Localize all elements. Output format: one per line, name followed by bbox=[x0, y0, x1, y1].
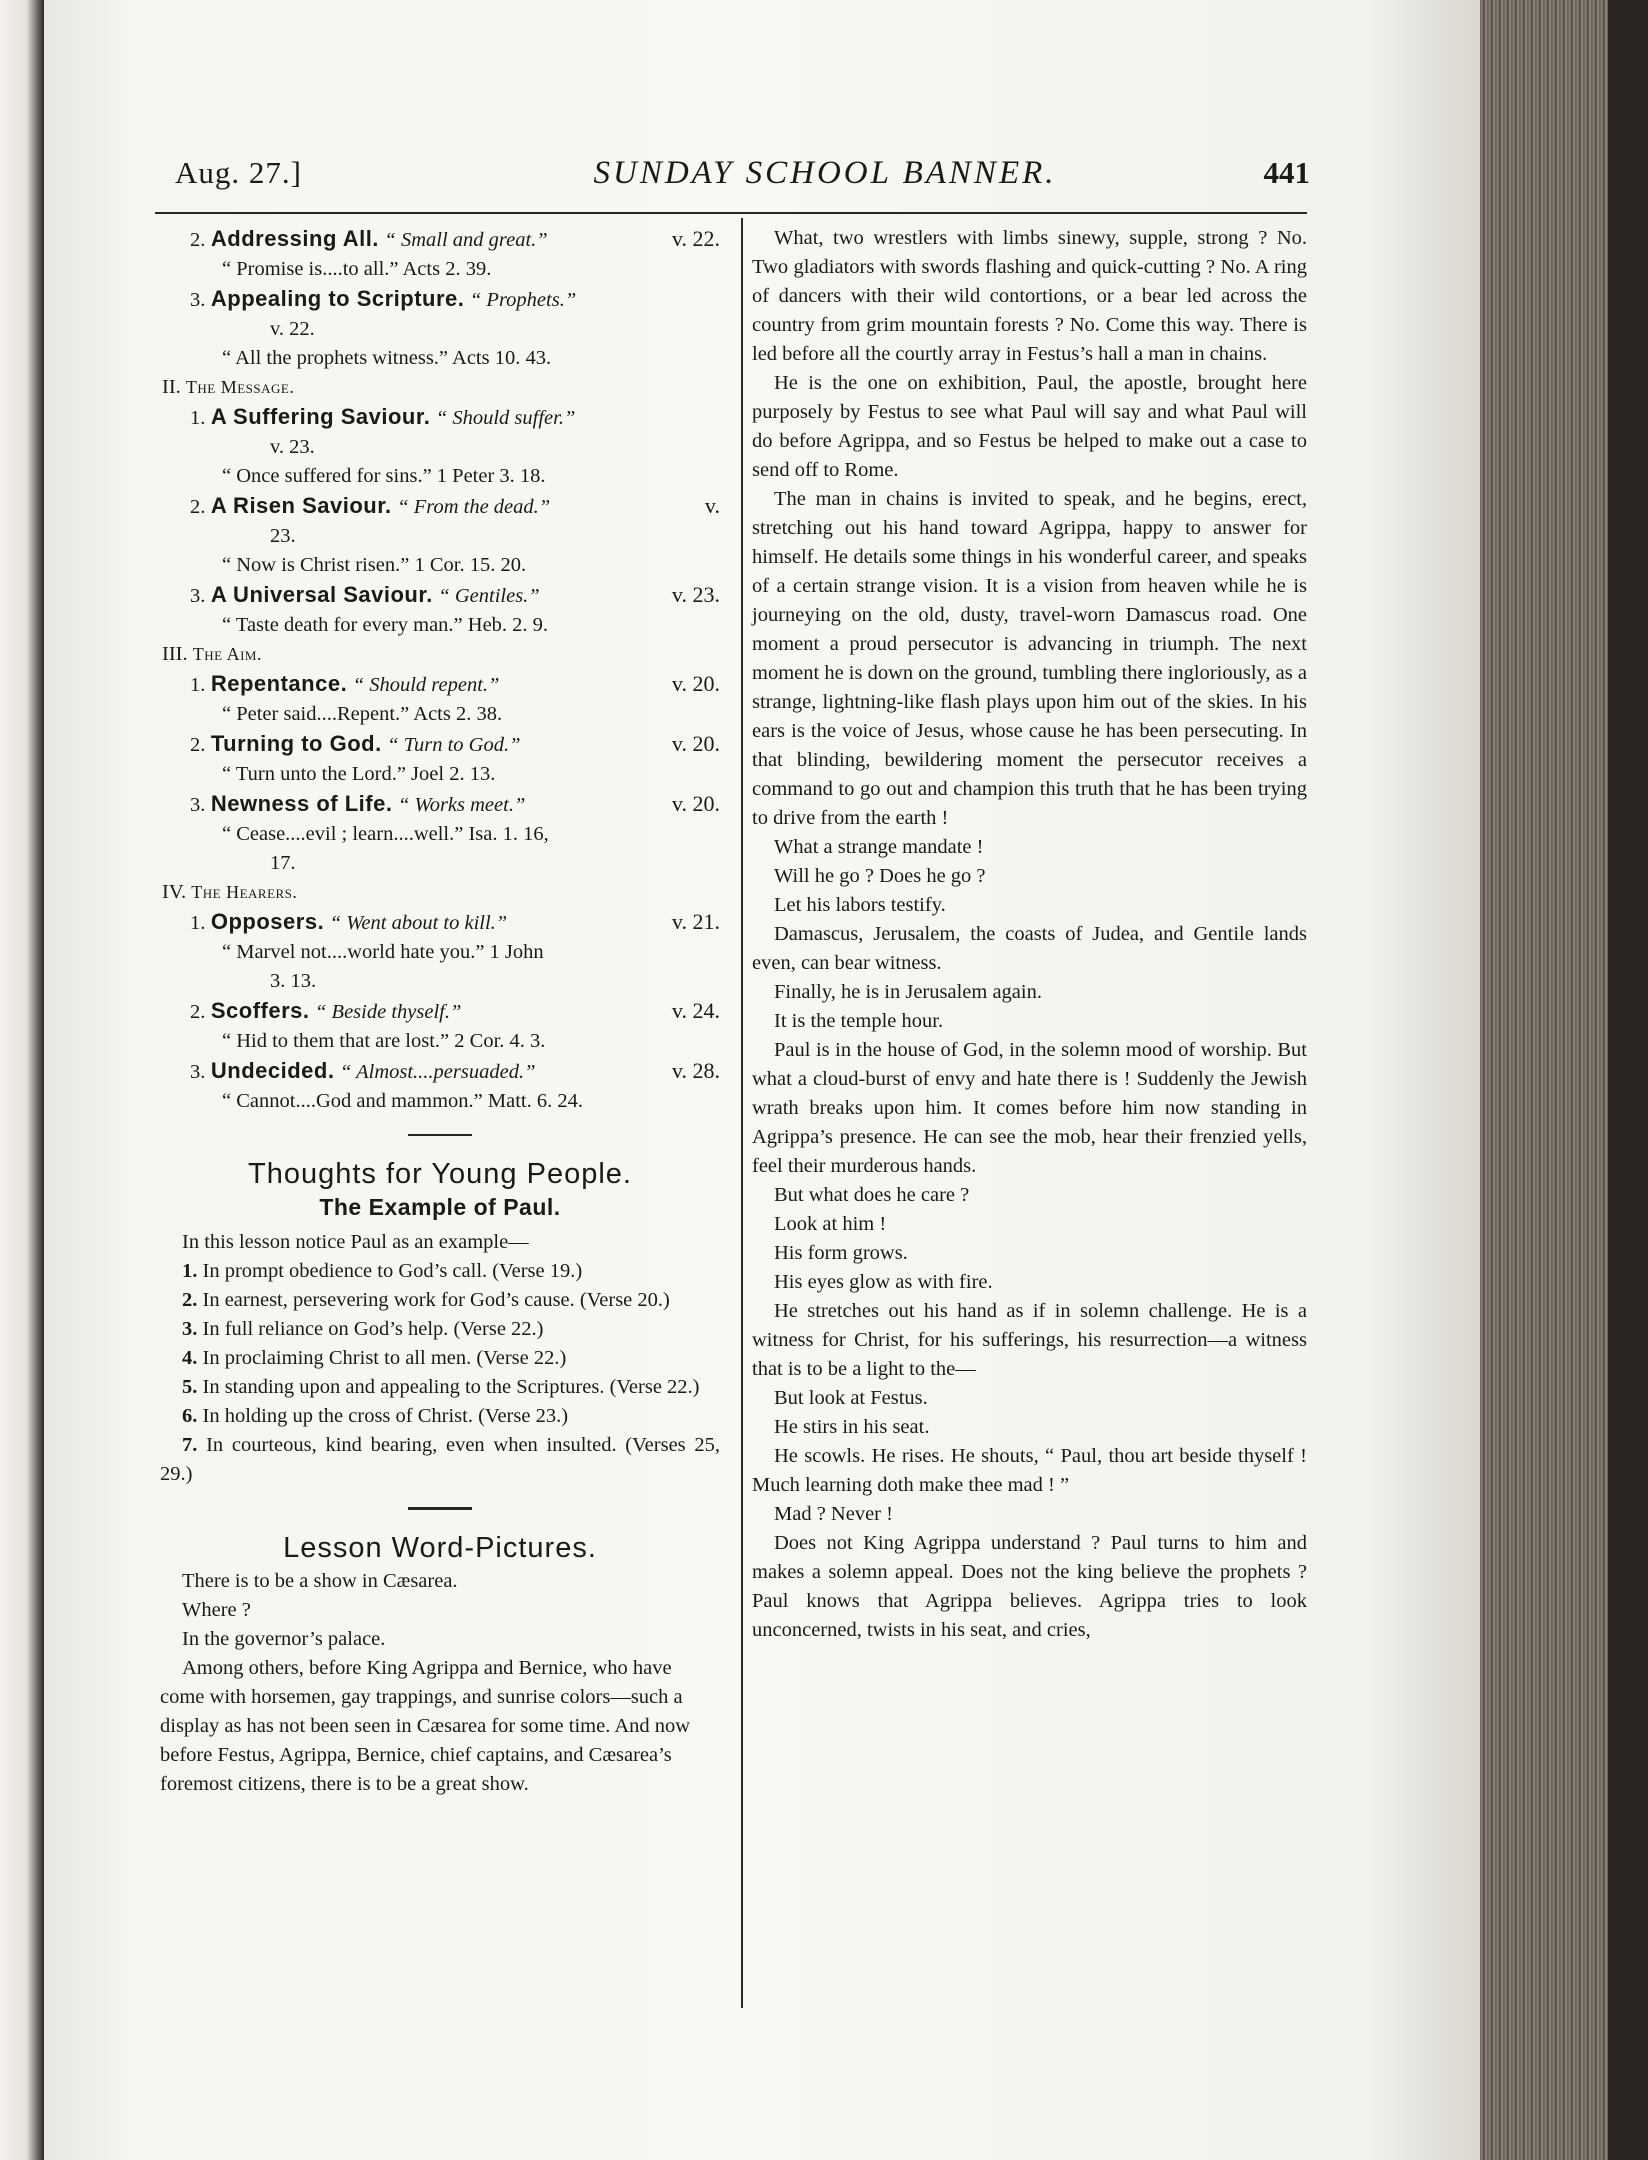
thought-item-number: 3. bbox=[182, 1318, 198, 1340]
word-pictures-right bbox=[752, 224, 1307, 1645]
outline-quote: “ Gentiles.” bbox=[438, 585, 540, 607]
outline-scripture: “ Peter said....Repent.” Acts 2. 38. bbox=[222, 703, 503, 725]
outline-point bbox=[160, 907, 720, 938]
outline-number: 1. bbox=[190, 407, 206, 429]
outline-number: 3. bbox=[190, 794, 206, 816]
thought-item bbox=[160, 1402, 720, 1431]
outline-quote: “ Prophets.” bbox=[469, 289, 577, 311]
outline-point bbox=[160, 1056, 720, 1087]
outline-number: 2. bbox=[190, 734, 206, 756]
outline-heading: Opposers. bbox=[210, 909, 325, 934]
thoughts-intro: In this lesson notice Paul as an example— bbox=[182, 1231, 529, 1253]
paragraph: Paul is in the house of God, in the solemn mood of worship. But what a cloud-burst of envy and hate there is ! Suddenly the Jewish wrath breaks upon him. It comes before him now standing in Agrippa’s presence. He can see the mob, hear their frenzied yells, feel their murderous hands. bbox=[752, 1039, 1307, 1177]
outline-point-main bbox=[190, 580, 540, 611]
outline-point-main bbox=[190, 789, 525, 820]
outline-scripture: “ Cannot....God and mammon.” Matt. 6. 24. bbox=[222, 1090, 583, 1112]
outline-heading: Scoffers. bbox=[210, 998, 310, 1023]
outline-point-main bbox=[190, 284, 576, 315]
outline-verse-ref: v. 20. bbox=[671, 671, 720, 696]
header-rule bbox=[155, 212, 1307, 214]
word-pictures-left bbox=[160, 1567, 720, 1799]
thought-item bbox=[160, 1257, 720, 1286]
paragraph: He is the one on exhibition, Paul, the apostle, brought here purposely by Festus to see what Paul will say and what Paul will do before Agrippa, and so Festus be helped to make out a case to send off to Rome. bbox=[752, 372, 1307, 481]
paragraph: He scowls. He rises. He shouts, “ Paul, thou art beside thyself ! Much learning doth make thee mad ! ” bbox=[752, 1445, 1307, 1496]
outline-continuation: v. 22. bbox=[270, 318, 315, 340]
paragraph: Look at him ! bbox=[774, 1213, 887, 1235]
outline-verse-ref: v. 22. bbox=[671, 226, 720, 251]
outline-number: 2. bbox=[190, 1001, 206, 1023]
outline-point-main bbox=[190, 224, 548, 255]
thought-item-number: 4. bbox=[182, 1347, 198, 1369]
outline-heading: Addressing All. bbox=[210, 226, 379, 251]
outline-section-title: The Hearers. bbox=[191, 882, 298, 902]
outline-section bbox=[160, 878, 720, 907]
thought-item-text: In full reliance on God’s help. (Verse 22.) bbox=[197, 1318, 544, 1340]
thoughts-list bbox=[160, 1257, 720, 1489]
right-column bbox=[752, 224, 1307, 1645]
thought-item-text: In prompt obedience to God’s call. (Verse 19.) bbox=[197, 1260, 583, 1282]
thought-item-text: In earnest, persevering work for God’s cause. (Verse 20.) bbox=[197, 1289, 670, 1311]
outline-section-numeral: II. bbox=[162, 376, 181, 398]
paragraph: Where ? bbox=[182, 1599, 251, 1621]
paragraph: The man in chains is invited to speak, and he begins, erect, stretching out his hand toward Agrippa, happy to answer for himself. He details some things in his wonderful career, and speaks of a certain strange vision. It is a vision from heaven while he is journeying on the old, dusty, travel-worn Damascus road. One moment a proud persecutor is advancing in triumph. The next moment he is down on the ground, tumbling there ingloriously, as a strange, lightning-like flash plays upon him out of the skies. In his ears is the voice of Jesus, whose cause he has been persecuting. In that blinding, bewildering moment the persecutor receives a command to go out and champion this truth that he has been trying to drive from the earth ! bbox=[752, 488, 1307, 829]
outline-heading: A Risen Saviour. bbox=[210, 493, 392, 518]
outline-point bbox=[160, 729, 720, 760]
paragraph: Does not King Agrippa understand ? Paul turns to him and makes a solemn appeal. Does not the king believe the prophets ? Paul knows that Agrippa believes. Agrippa tries to look unconcerned, twists in his seat, and cries, bbox=[752, 1532, 1307, 1641]
outline-section bbox=[160, 640, 720, 669]
outline-number: 2. bbox=[190, 496, 206, 518]
outline-quote: “ From the dead.” bbox=[397, 496, 551, 518]
outline-point bbox=[160, 669, 720, 700]
outline-quote: “ Beside thyself.” bbox=[315, 1001, 462, 1023]
thought-item bbox=[160, 1286, 720, 1315]
paragraph: Mad ? Never ! bbox=[774, 1503, 893, 1525]
paragraph: Damascus, Jerusalem, the coasts of Judea, and Gentile lands even, can bear witness. bbox=[752, 923, 1307, 974]
outline-quote: “ Small and great.” bbox=[384, 229, 548, 251]
thought-item bbox=[160, 1315, 720, 1344]
outline-section-title: The Aim. bbox=[192, 644, 262, 664]
paragraph: Finally, he is in Jerusalem again. bbox=[774, 981, 1042, 1003]
outline-number: 3. bbox=[190, 289, 206, 311]
thought-item-text: In proclaiming Christ to all men. (Verse 22.) bbox=[197, 1347, 567, 1369]
outline-continuation: 17. bbox=[270, 852, 296, 874]
paragraph: There is to be a show in Cæsarea. bbox=[182, 1570, 458, 1592]
outline-heading: Repentance. bbox=[210, 671, 348, 696]
outline-scripture: “ Now is Christ risen.” 1 Cor. 15. 20. bbox=[222, 554, 527, 576]
lesson-outline bbox=[160, 224, 720, 1116]
outline-scripture: “ Promise is....to all.” Acts 2. 39. bbox=[222, 258, 492, 280]
thought-item bbox=[160, 1344, 720, 1373]
outline-point bbox=[160, 491, 720, 522]
thought-item bbox=[160, 1373, 720, 1402]
word-pictures-title: Lesson Word-Pictures. bbox=[283, 1532, 597, 1564]
section-divider bbox=[408, 1507, 472, 1510]
thoughts-title: Thoughts for Young People. bbox=[248, 1158, 632, 1190]
outline-number: 3. bbox=[190, 1061, 206, 1083]
column-divider bbox=[741, 218, 743, 2008]
paragraph: But what does he care ? bbox=[774, 1184, 970, 1206]
outline-number: 3. bbox=[190, 585, 206, 607]
running-head bbox=[175, 155, 1310, 205]
page-number: 441 bbox=[1263, 155, 1310, 190]
outline-verse-ref: v. 23. bbox=[671, 582, 720, 607]
outline-number: 1. bbox=[190, 674, 206, 696]
outline-point-main bbox=[190, 1056, 535, 1087]
outline-point bbox=[160, 224, 720, 255]
paragraph: It is the temple hour. bbox=[774, 1010, 944, 1032]
outline-scripture: “ Marvel not....world hate you.” 1 John bbox=[222, 941, 544, 963]
outline-quote: “ Should repent.” bbox=[352, 674, 500, 696]
paragraph: What, two wrestlers with limbs sinewy, supple, strong ? No. Two gladiators with swords flashing and quick-cutting ? No. A ring of dancers with their wild contortions, or a bear led across the country from grim mountain forests ? No. Come this way. There is led before all the courtly array in Festus’s hall a man in chains. bbox=[752, 227, 1307, 365]
outline-point bbox=[160, 580, 720, 611]
outline-point bbox=[160, 996, 720, 1027]
paragraph: Will he go ? Does he go ? bbox=[774, 865, 986, 887]
paragraph: But look at Festus. bbox=[774, 1387, 928, 1409]
thought-item bbox=[160, 1431, 720, 1489]
outline-scripture: “ All the prophets witness.” Acts 10. 43. bbox=[222, 347, 552, 369]
outline-heading: Appealing to Scripture. bbox=[210, 286, 465, 311]
outline-section-title: The Message. bbox=[185, 377, 295, 397]
thought-item-number: 7. bbox=[182, 1434, 198, 1456]
thought-item-number: 5. bbox=[182, 1376, 198, 1398]
outline-scripture: “ Cease....evil ; learn....well.” Isa. 1. 16, bbox=[222, 823, 549, 845]
outline-quote: “ Works meet.” bbox=[397, 794, 526, 816]
thought-item-text: In holding up the cross of Christ. (Verse 23.) bbox=[197, 1405, 569, 1427]
outline-verse-ref: v. 20. bbox=[671, 791, 720, 816]
outline-scripture: “ Hid to them that are lost.” 2 Cor. 4. 3. bbox=[222, 1030, 546, 1052]
outline-heading: Undecided. bbox=[210, 1058, 335, 1083]
outline-verse-ref: v. 28. bbox=[671, 1058, 720, 1083]
outline-verse-ref bbox=[714, 402, 720, 433]
scan-left-margin bbox=[0, 0, 44, 2160]
outline-number: 2. bbox=[190, 229, 206, 251]
outline-number: 1. bbox=[190, 912, 206, 934]
outline-heading: A Suffering Saviour. bbox=[210, 404, 431, 429]
outline-quote: “ Should suffer.” bbox=[435, 407, 576, 429]
left-column bbox=[160, 224, 720, 1799]
outline-point-main bbox=[190, 402, 575, 433]
thought-item-number: 1. bbox=[182, 1260, 198, 1282]
outline-point-main bbox=[190, 729, 521, 760]
paragraph: His eyes glow as with fire. bbox=[774, 1271, 993, 1293]
paragraph: What a strange mandate ! bbox=[774, 836, 984, 858]
thought-item-number: 6. bbox=[182, 1405, 198, 1427]
outline-point-main bbox=[190, 669, 499, 700]
outline-quote: “ Almost....persuaded.” bbox=[339, 1061, 536, 1083]
outline-quote: “ Turn to God.” bbox=[387, 734, 521, 756]
outline-heading: A Universal Saviour. bbox=[210, 582, 433, 607]
outline-verse-ref: v. 20. bbox=[671, 731, 720, 756]
outline-quote: “ Went about to kill.” bbox=[329, 912, 508, 934]
outline-scripture: “ Turn unto the Lord.” Joel 2. 13. bbox=[222, 763, 496, 785]
outline-scripture: “ Taste death for every man.” Heb. 2. 9. bbox=[222, 614, 549, 636]
outline-continuation: 23. bbox=[270, 525, 296, 547]
thought-item-number: 2. bbox=[182, 1289, 198, 1311]
journal-title: SUNDAY SCHOOL BANNER. bbox=[593, 155, 1057, 191]
paragraph: He stretches out his hand as if in solemn challenge. He is a witness for Christ, for his sufferings, his resurrection—a witness that is to be a light to the— bbox=[752, 1300, 1307, 1380]
issue-date: Aug. 27.] bbox=[175, 155, 302, 190]
outline-verse-ref bbox=[714, 284, 720, 315]
outline-heading: Newness of Life. bbox=[210, 791, 393, 816]
paragraph: In the governor’s palace. bbox=[182, 1628, 386, 1650]
paragraph: Let his labors testify. bbox=[774, 894, 946, 916]
outline-verse-ref: v. 21. bbox=[671, 909, 720, 934]
thought-item-text: In courteous, kind bearing, even when insulted. (Verses 25, 29.) bbox=[160, 1434, 720, 1485]
paragraph: Among others, before King Agrippa and Bernice, who have come with horsemen, gay trappings, and sunrise colors—such a display as has not been seen in Cæsarea for some time. And now before Festus, Agrippa, Bernice, chief captains, and Cæsarea’s foremost citizens, there is to be a great show. bbox=[160, 1657, 691, 1795]
outline-point-main bbox=[190, 907, 507, 938]
outline-continuation: v. 23. bbox=[270, 436, 315, 458]
outline-scripture: “ Once suffered for sins.” 1 Peter 3. 18. bbox=[222, 465, 546, 487]
thought-item-text: In standing upon and appealing to the Scriptures. (Verse 22.) bbox=[197, 1376, 700, 1398]
outline-section-numeral: IV. bbox=[162, 881, 187, 903]
outline-verse-ref: v. bbox=[704, 493, 720, 518]
outline-heading: Turning to God. bbox=[210, 731, 382, 756]
outline-continuation: 3. 13. bbox=[270, 970, 317, 992]
section-divider bbox=[408, 1134, 472, 1136]
thoughts-subtitle: The Example of Paul. bbox=[319, 1194, 561, 1220]
outline-point-main bbox=[190, 996, 461, 1027]
outline-section-numeral: III. bbox=[162, 643, 188, 665]
outline-section bbox=[160, 373, 720, 402]
book-page-edges bbox=[1480, 0, 1648, 2160]
outline-point bbox=[160, 789, 720, 820]
outline-point-main bbox=[190, 491, 550, 522]
paragraph: His form grows. bbox=[774, 1242, 908, 1264]
outline-point bbox=[160, 284, 720, 315]
paragraph: He stirs in his seat. bbox=[774, 1416, 930, 1438]
outline-point bbox=[160, 402, 720, 433]
outline-verse-ref: v. 24. bbox=[671, 998, 720, 1023]
